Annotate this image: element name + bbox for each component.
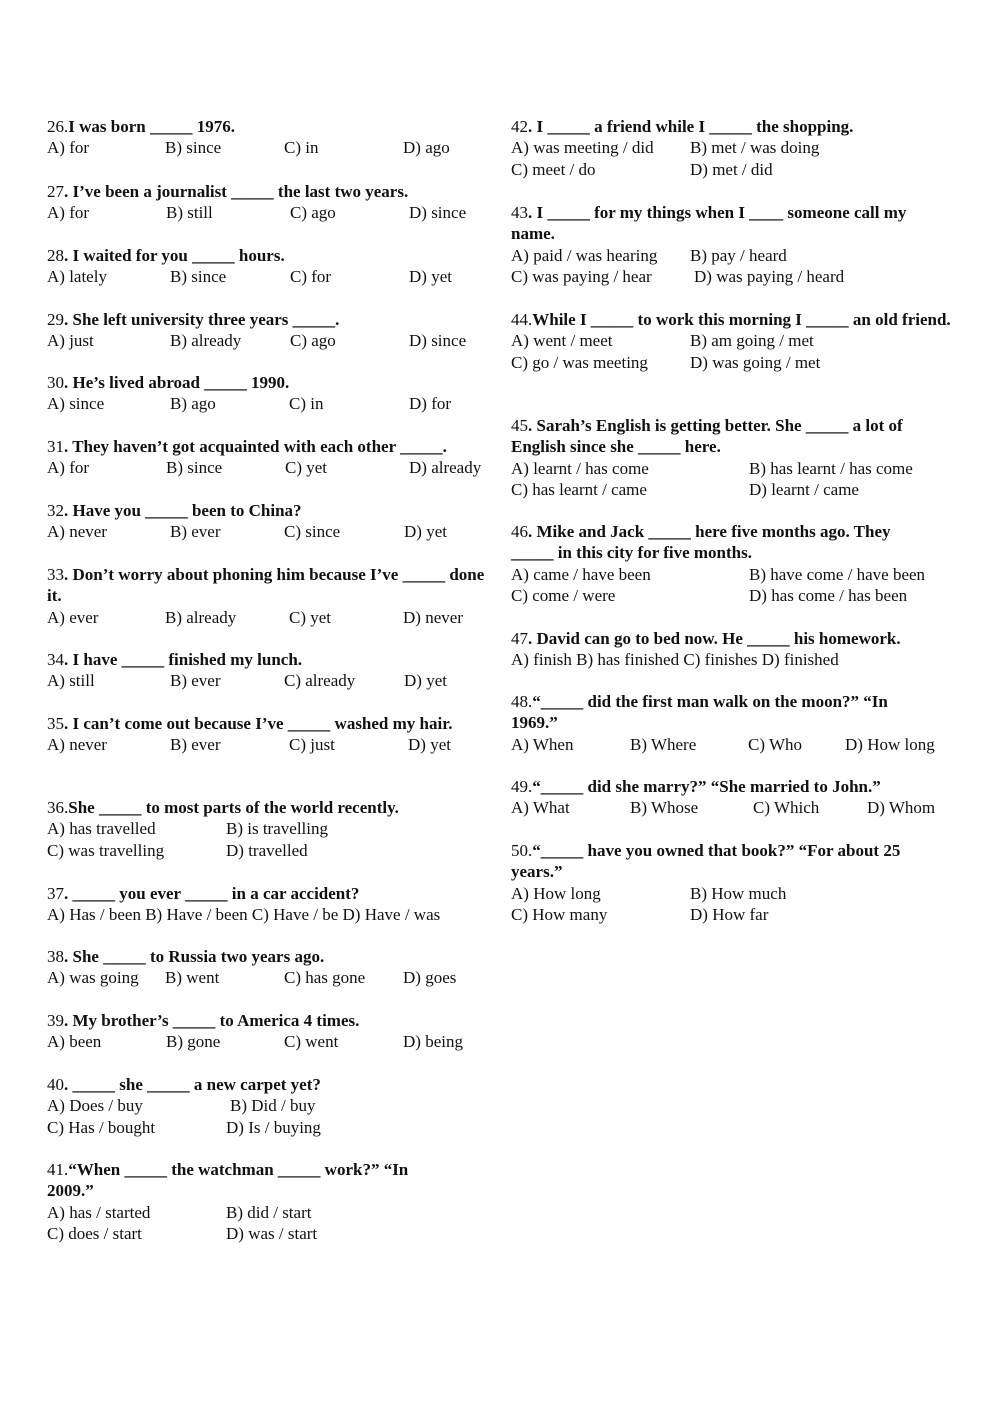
option-d[interactable]: D) Have / was [342,905,441,925]
question-number: 44. [511,310,533,329]
option-b[interactable]: B) did / start [226,1202,312,1222]
question-48 [511,691,935,755]
question-33 [47,564,487,628]
option-b[interactable]: B) went [165,968,220,988]
option-b[interactable]: B) since [170,267,227,287]
question-text: . Sarah’s English is getting better. She _____ a lot of English since she _____ here. [511,416,903,457]
option-b[interactable]: B) already [170,331,242,351]
option-b[interactable]: B) How much [690,883,787,903]
option-a[interactable]: A) never [47,522,107,542]
question-number: 48. [511,692,533,711]
question-number: 38 [47,947,64,966]
question-text: . They haven’t got acquainted with each other _____. [64,437,447,456]
option-d[interactable]: D) met / did [690,159,773,179]
option-c[interactable]: C) does / start [47,1223,142,1243]
question-text: I was born _____ 1976. [68,117,235,136]
option-c[interactable]: C) since [284,522,341,542]
option-c[interactable]: C) finishes [683,650,758,670]
question-number: 26. [47,117,69,136]
option-c[interactable]: C) has learnt / came [511,479,647,499]
option-b[interactable]: B) gone [166,1032,221,1052]
option-a[interactable]: A) just [47,331,94,351]
option-d[interactable]: D) Whom [867,798,936,818]
option-a[interactable]: A) When [511,734,574,754]
option-a[interactable]: A) was meeting / did [511,138,654,158]
option-c[interactable]: C) ago [290,203,336,223]
option-d[interactable]: D) travelled [226,840,308,860]
option-a[interactable]: A) for [47,458,90,478]
question-45 [511,415,951,500]
option-b[interactable]: B) Where [630,734,697,754]
question-text: She _____ to most parts of the world recently. [68,798,399,817]
option-a[interactable]: A) learnt / has come [511,458,649,478]
option-c[interactable]: C) meet / do [511,159,596,179]
question-31 [47,436,481,479]
question-number: 45 [511,416,528,435]
option-c[interactable]: C) yet [289,607,332,627]
question-29 [47,309,466,352]
option-a[interactable]: A) was going [47,968,139,988]
option-c[interactable]: C) yet [285,458,328,478]
question-number: 36. [47,798,69,817]
question-number: 30 [47,373,64,392]
option-c[interactable]: C) in [284,138,319,158]
option-b[interactable]: B) met / was doing [690,138,820,158]
option-b[interactable]: B) pay / heard [690,245,787,265]
question-number: 39 [47,1011,64,1030]
question-number: 42 [511,117,528,136]
option-d[interactable]: D) goes [403,968,457,988]
option-b[interactable]: B) Whose [630,798,699,818]
question-text: . I can’t come out because I’ve _____ washed my hair. [64,714,453,733]
option-a[interactable]: A) came / have been [511,564,651,584]
option-d[interactable]: D) Is / buying [226,1117,321,1137]
option-b[interactable]: B) since [166,458,223,478]
option-b[interactable]: B) ago [170,394,216,414]
option-c[interactable]: C) for [290,267,332,287]
question-30 [47,372,451,415]
option-a[interactable]: A) finish [511,650,572,670]
option-a[interactable]: A) been [47,1032,102,1052]
option-d[interactable]: D) yet [409,267,452,287]
option-c[interactable]: C) come / were [511,585,616,605]
question-number: 43 [511,203,528,222]
option-d[interactable]: D) finished [761,650,839,670]
option-c[interactable]: C) just [289,735,335,755]
question-44 [511,309,951,373]
option-d[interactable]: D) was going / met [690,352,821,372]
question-text: “When _____ the watchman _____ work?” “In 2009.” [47,1160,409,1201]
question-number: 46 [511,522,528,541]
option-d[interactable]: D) was / start [226,1223,318,1243]
question-text: . David can go to bed now. He _____ his homework. [528,629,901,648]
option-c[interactable]: C) go / was meeting [511,352,648,372]
question-26 [47,116,450,159]
option-a[interactable]: A) Has / been [47,905,141,925]
question-36 [47,797,399,861]
option-d[interactable]: D) yet [404,522,447,542]
option-c[interactable]: C) in [289,394,324,414]
question-number: 33 [47,565,64,584]
option-c[interactable]: C) Has / bought [47,1117,156,1137]
option-c[interactable]: C) ago [290,331,336,351]
option-d[interactable]: D) How far [690,904,769,924]
option-d[interactable]: D) already [409,458,482,478]
option-a[interactable]: A) still [47,671,95,691]
question-text: . I waited for you _____ hours. [64,246,285,265]
option-b[interactable]: B) has finished [576,650,680,670]
question-text: “_____ have you owned that book?” “For about 25 years.” [511,841,901,882]
question-text: . I have _____ finished my lunch. [64,650,303,669]
question-39 [47,1010,463,1053]
option-c[interactable]: C) Which [753,798,820,818]
question-number: 34 [47,650,64,669]
question-text: . She _____ to Russia two years ago. [64,947,325,966]
question-text: . My brother’s _____ to America 4 times. [64,1011,360,1030]
option-d[interactable]: D) yet [408,735,451,755]
option-d[interactable]: D) since [409,331,467,351]
question-text: . She left university three years _____. [64,310,340,329]
option-d[interactable]: D) How long [845,734,935,754]
question-49 [511,776,935,819]
option-c[interactable]: C) already [284,671,356,691]
question-number: 28 [47,246,64,265]
question-text: . He’s lived abroad _____ 1990. [64,373,290,392]
option-a[interactable]: A) paid / was hearing [511,245,658,265]
question-number: 27 [47,182,64,201]
option-d[interactable]: D) learnt / came [749,479,859,499]
option-a[interactable]: A) since [47,394,105,414]
option-d[interactable]: D) was paying / heard [694,266,845,286]
option-a[interactable]: A) lately [47,267,107,287]
question-text: . _____ she _____ a new carpet yet? [64,1075,321,1094]
option-b[interactable]: B) ever [170,735,221,755]
option-a[interactable]: A) Does / buy [47,1096,143,1116]
question-number: 41. [47,1160,69,1179]
question-text: . I’ve been a journalist _____ the last two years. [64,182,409,201]
question-number: 40 [47,1075,64,1094]
question-35 [47,713,467,756]
question-text: . Don’t worry about phoning him because I’ve _____ done it. [47,565,485,606]
question-text: . _____ you ever _____ in a car accident? [64,884,360,903]
question-number: 50. [511,841,533,860]
question-37 [47,883,440,926]
question-text: “_____ did she marry?” “She married to John.” [532,777,881,796]
question-43 [511,202,951,287]
option-c[interactable]: C) Have / be [251,905,339,925]
option-d[interactable]: D) for [409,394,452,414]
question-34 [47,649,447,692]
option-c[interactable]: C) How many [511,904,608,924]
question-number: 32 [47,501,64,520]
option-c[interactable]: C) went [284,1032,339,1052]
option-a[interactable]: A) for [47,203,90,223]
question-number: 37 [47,884,64,903]
option-b[interactable]: B) ever [170,522,221,542]
question-number: 47 [511,629,528,648]
option-d[interactable]: D) has come / has been [749,585,908,605]
option-b[interactable]: B) has learnt / has come [749,458,913,478]
option-a[interactable]: A) never [47,735,107,755]
option-a[interactable]: A) How long [511,883,601,903]
question-number: 29 [47,310,64,329]
question-41 [47,1159,447,1244]
option-d[interactable]: D) yet [404,671,447,691]
question-28 [47,245,452,288]
option-b[interactable]: B) Did / buy [230,1096,316,1116]
option-b[interactable]: B) still [166,203,213,223]
option-a[interactable]: A) What [511,798,570,818]
option-c[interactable]: C) Who [748,734,802,754]
question-46 [511,521,936,606]
question-50 [511,840,951,925]
option-a[interactable]: A) went / meet [511,331,613,351]
option-c[interactable]: C) was paying / hear [511,266,652,286]
question-38 [47,946,456,989]
option-d[interactable]: D) never [403,607,463,627]
question-text: . Have you _____ been to China? [64,501,302,520]
option-d[interactable]: D) ago [403,138,450,158]
question-number: 49. [511,777,533,796]
question-42 [511,116,853,180]
question-text: . Mike and Jack _____ here five months ago. They _____ in this city for five months. [511,522,891,563]
option-b[interactable]: B) ever [170,671,221,691]
question-text: . I _____ a friend while I _____ the shopping. [528,117,854,136]
option-c[interactable]: C) has gone [284,968,366,988]
option-b[interactable]: B) since [165,138,222,158]
question-text: While I _____ to work this morning I _____ an old friend. [532,310,951,329]
option-b[interactable]: B) have come / have been [749,564,926,584]
option-d[interactable]: D) since [409,203,467,223]
question-number: 31 [47,437,64,456]
option-b[interactable]: B) Have / been [145,905,248,925]
option-a[interactable]: A) for [47,138,90,158]
option-b[interactable]: B) am going / met [690,331,814,351]
question-text: “_____ did the first man walk on the moon?” “In 1969.” [511,692,888,733]
option-b[interactable]: B) already [165,607,237,627]
option-a[interactable]: A) has / started [47,1202,151,1222]
question-40 [47,1074,321,1138]
option-a[interactable]: A) ever [47,607,99,627]
question-32 [47,500,447,543]
question-47 [511,628,901,671]
option-c[interactable]: C) was travelling [47,840,165,860]
option-b[interactable]: B) is travelling [226,819,328,839]
option-a[interactable]: A) has travelled [47,819,156,839]
question-number: 35 [47,714,64,733]
question-text: . I _____ for my things when I ____ someone call my name. [511,203,907,244]
option-d[interactable]: D) being [403,1032,463,1052]
question-27 [47,181,466,224]
